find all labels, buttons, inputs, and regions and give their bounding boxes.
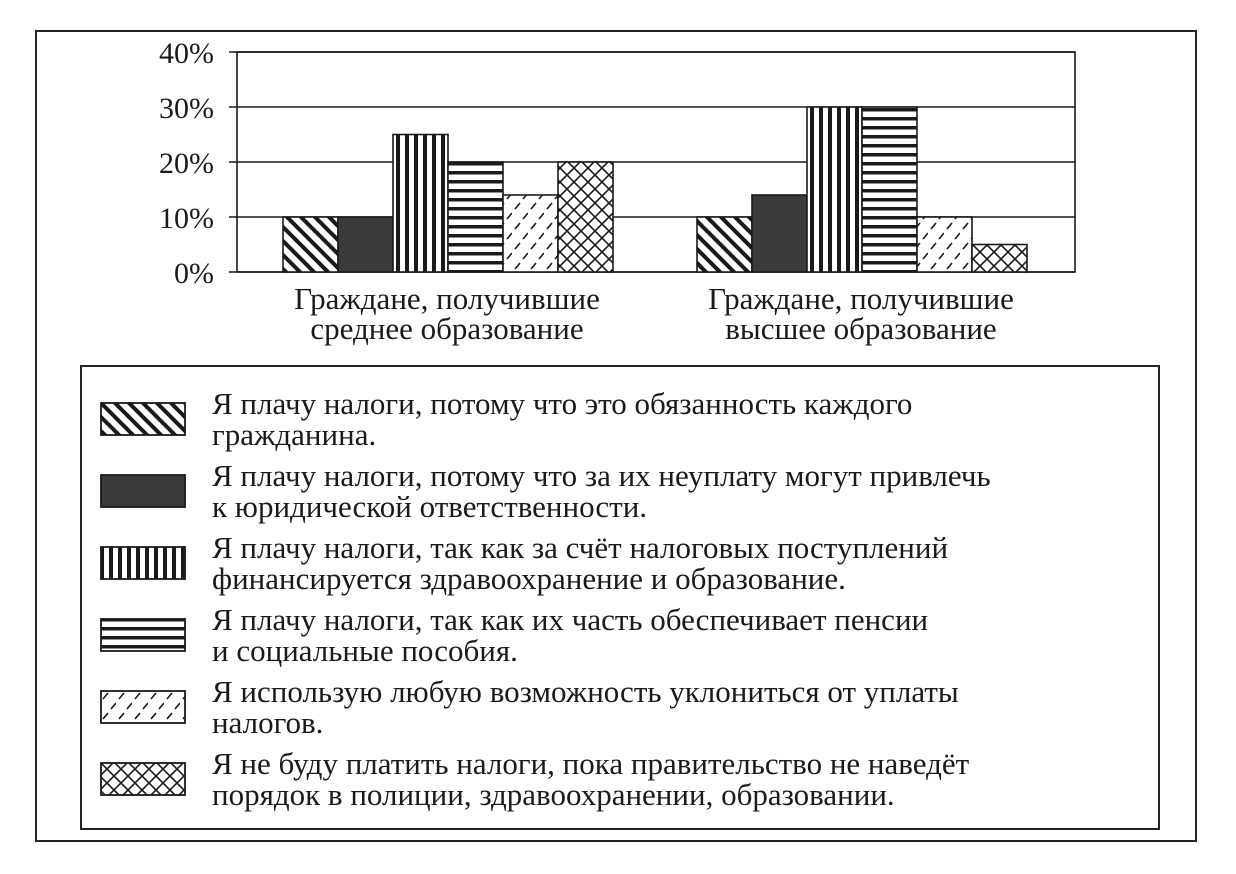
legend-swatch-crosshatch <box>100 762 186 796</box>
legend-swatch-horizontal <box>100 618 186 652</box>
legend-swatch-fill <box>101 691 185 723</box>
bar-horizontal-2 <box>862 107 917 272</box>
bar-horizontal-1 <box>448 162 503 272</box>
legend-swatch-fill <box>101 547 185 579</box>
y-tick-label: 30% <box>159 92 214 125</box>
x-category-label: Граждане, получившие высшее образование <box>708 281 1014 346</box>
legend-item <box>82 382 1158 452</box>
bar-dashed-2 <box>917 217 972 272</box>
bar-solid-2 <box>752 195 807 272</box>
legend-item <box>82 742 1158 812</box>
legend-swatch-diagonal <box>100 402 186 436</box>
legend-label: Я плачу налоги, так как за счёт налоговых поступлений финансируется здравоохранение и образование. <box>212 530 949 596</box>
legend <box>80 365 1160 830</box>
legend-swatch-dashed <box>100 690 186 724</box>
y-tick-labels <box>159 37 214 290</box>
legend-swatch-solid <box>100 474 186 508</box>
legend-item <box>82 598 1158 668</box>
legend-label: Я плачу налоги, потому что за их неуплату могут привлечь к юридической ответственности. <box>212 458 991 524</box>
y-tick-label: 40% <box>159 37 214 70</box>
legend-item <box>82 526 1158 596</box>
legend-swatch-vertical <box>100 546 186 580</box>
y-tick-label: 20% <box>159 147 214 180</box>
bar-vertical-1 <box>393 135 448 273</box>
legend-swatch-fill <box>101 475 185 507</box>
legend-swatch-fill <box>101 619 185 651</box>
bar-diagonal-2 <box>697 217 752 272</box>
bars <box>283 107 1027 272</box>
x-category-labels <box>294 281 1014 346</box>
bar-chart <box>0 0 1236 360</box>
y-tick-label: 10% <box>159 202 214 235</box>
legend-item <box>82 670 1158 740</box>
legend-label: Я не буду платить налоги, пока правительство не наведёт порядок в полиции, здравоохранении, образовании. <box>212 746 970 812</box>
bar-vertical-2 <box>807 107 862 272</box>
bar-diagonal-1 <box>283 217 338 272</box>
y-tick-label: 0% <box>174 257 214 290</box>
legend-label: Я плачу налоги, так как их часть обеспечивает пенсии и социальные пособия. <box>212 602 929 668</box>
legend-swatch-fill <box>101 403 185 435</box>
bar-dashed-1 <box>503 195 558 272</box>
x-category-label: Граждане, получившие среднее образование <box>294 281 600 346</box>
legend-item <box>82 454 1158 524</box>
legend-label: Я плачу налоги, потому что это обязанность каждого гражданина. <box>212 386 913 452</box>
bar-crosshatch-2 <box>972 245 1027 273</box>
bar-solid-1 <box>338 217 393 272</box>
legend-label: Я использую любую возможность уклониться от уплаты налогов. <box>212 674 959 740</box>
legend-swatch-fill <box>101 763 185 795</box>
bar-crosshatch-1 <box>558 162 613 272</box>
